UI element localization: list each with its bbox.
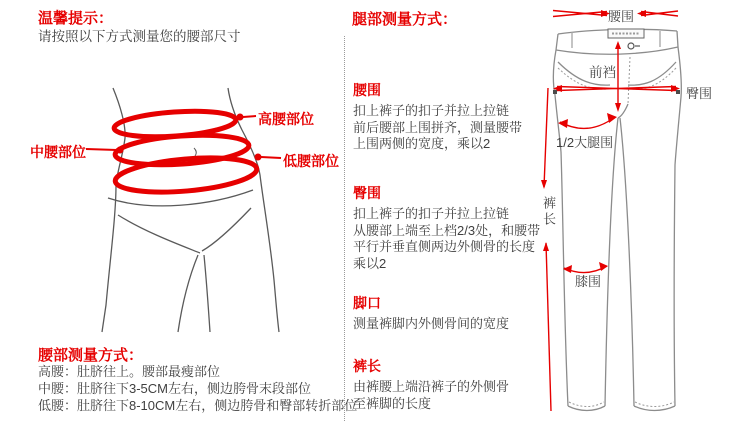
left-rivet xyxy=(553,90,557,94)
waist-method-line: 低腰：肚脐往下8-10CM左右，侧边胯骨和臀部转折部位 xyxy=(38,398,358,413)
section-leg-opening xyxy=(353,293,509,333)
length-dim-line-lower xyxy=(546,243,551,411)
navel-mark xyxy=(194,148,196,156)
button xyxy=(628,43,634,49)
low-waist-dot xyxy=(255,154,262,161)
length-arrow-down-icon xyxy=(541,180,547,189)
waist-method-title: 腰部测量方式： xyxy=(38,347,144,364)
length-arrow-up-icon xyxy=(543,242,549,251)
section-text-line: 平行并垂直侧两边外侧骨的长度 xyxy=(353,239,536,254)
mid-waist-dot xyxy=(117,147,124,154)
section-text-line: 至裤脚的长度 xyxy=(353,395,432,411)
pants-waist-label: 腰围 xyxy=(608,9,635,24)
fly-stitch xyxy=(628,57,630,104)
leg-method-title: 腿部测量方式： xyxy=(352,11,458,28)
left-side-seam xyxy=(553,50,568,406)
section-text-line: 扣上裤子的扣子并拉上拉链 xyxy=(353,206,510,221)
pants-half-thigh-label: 1/2大腿围 xyxy=(556,135,614,150)
notice-subtitle: 请按照以下方式测量您的腰部尺寸 xyxy=(38,29,241,44)
high-waist-callout-line xyxy=(243,116,256,117)
column-divider xyxy=(344,36,345,421)
high-waist-label: 高腰部位 xyxy=(258,111,314,127)
thigh-dim-arc xyxy=(560,117,615,128)
thigh-arrow-left-icon xyxy=(558,119,568,128)
high-waist-dot xyxy=(237,114,244,121)
section-pants-length xyxy=(353,356,509,412)
section-text-line: 前后腰部上围拼齐，测量腰带 xyxy=(353,119,523,135)
notice-title: 温馨提示： xyxy=(38,10,114,27)
section-hip xyxy=(353,183,540,272)
waist-dim-line xyxy=(553,11,607,16)
low-waist-callout-line xyxy=(261,157,281,158)
section-waist xyxy=(353,80,522,153)
section-text-line: 由裤腰上端沿裤子的外侧骨 xyxy=(353,379,510,394)
waist-method-line: 高腰：肚脐往上。腰部最瘦部位 xyxy=(38,364,221,379)
section-text-line: 测量裤脚内外侧骨间的宽度 xyxy=(353,316,510,331)
section-label-pants-length: 裤长 xyxy=(353,358,381,374)
low-waist-ring xyxy=(114,153,258,197)
section-text-line: 扣上裤子的扣子并拉上拉链 xyxy=(353,103,510,118)
right-rivet xyxy=(676,90,680,94)
waist-method-line: 中腰：肚脐往下3-5CM左右，侧边胯骨末段部位 xyxy=(38,381,312,396)
section-text-line: 上围两侧的宽度，乘以2 xyxy=(353,136,491,151)
mid-waist-label: 中腰部位 xyxy=(30,144,86,160)
pants-front-rise-label: 前裆 xyxy=(589,65,616,80)
right-pocket-stitch xyxy=(630,68,676,89)
pants-knee-label: 膝围 xyxy=(575,274,602,289)
low-waist-label: 低腰部位 xyxy=(283,153,339,169)
section-label-hip: 臀围 xyxy=(353,185,381,201)
section-text-line: 乘以2 xyxy=(353,255,387,271)
section-text-line: 从腰部上端至上档2/3处，和腰带 xyxy=(353,222,541,238)
right-inseam xyxy=(620,118,634,406)
pants-diagram xyxy=(528,0,749,421)
waist-dim-line xyxy=(553,12,607,17)
body-outline xyxy=(102,88,279,332)
left-inseam xyxy=(605,118,618,406)
pants-hip-label: 臀围 xyxy=(686,86,713,101)
left-hem xyxy=(568,406,605,411)
mid-waist-callout-line xyxy=(86,149,117,150)
section-label-leg-opening: 脚口 xyxy=(353,295,381,311)
left-hem-stitch xyxy=(569,402,604,407)
pants-length-label: 裤长 xyxy=(541,196,556,228)
right-pocket xyxy=(628,62,676,85)
right-hem-stitch xyxy=(635,402,674,407)
length-dim-line-upper xyxy=(544,88,548,187)
section-label-waist: 腰围 xyxy=(353,82,381,98)
stitching xyxy=(558,57,676,407)
waist-rings xyxy=(113,108,258,197)
front-rise-arrow-up-icon xyxy=(615,41,621,49)
front-rise-arrow-down-icon xyxy=(615,103,621,112)
right-side-seam xyxy=(674,47,681,406)
